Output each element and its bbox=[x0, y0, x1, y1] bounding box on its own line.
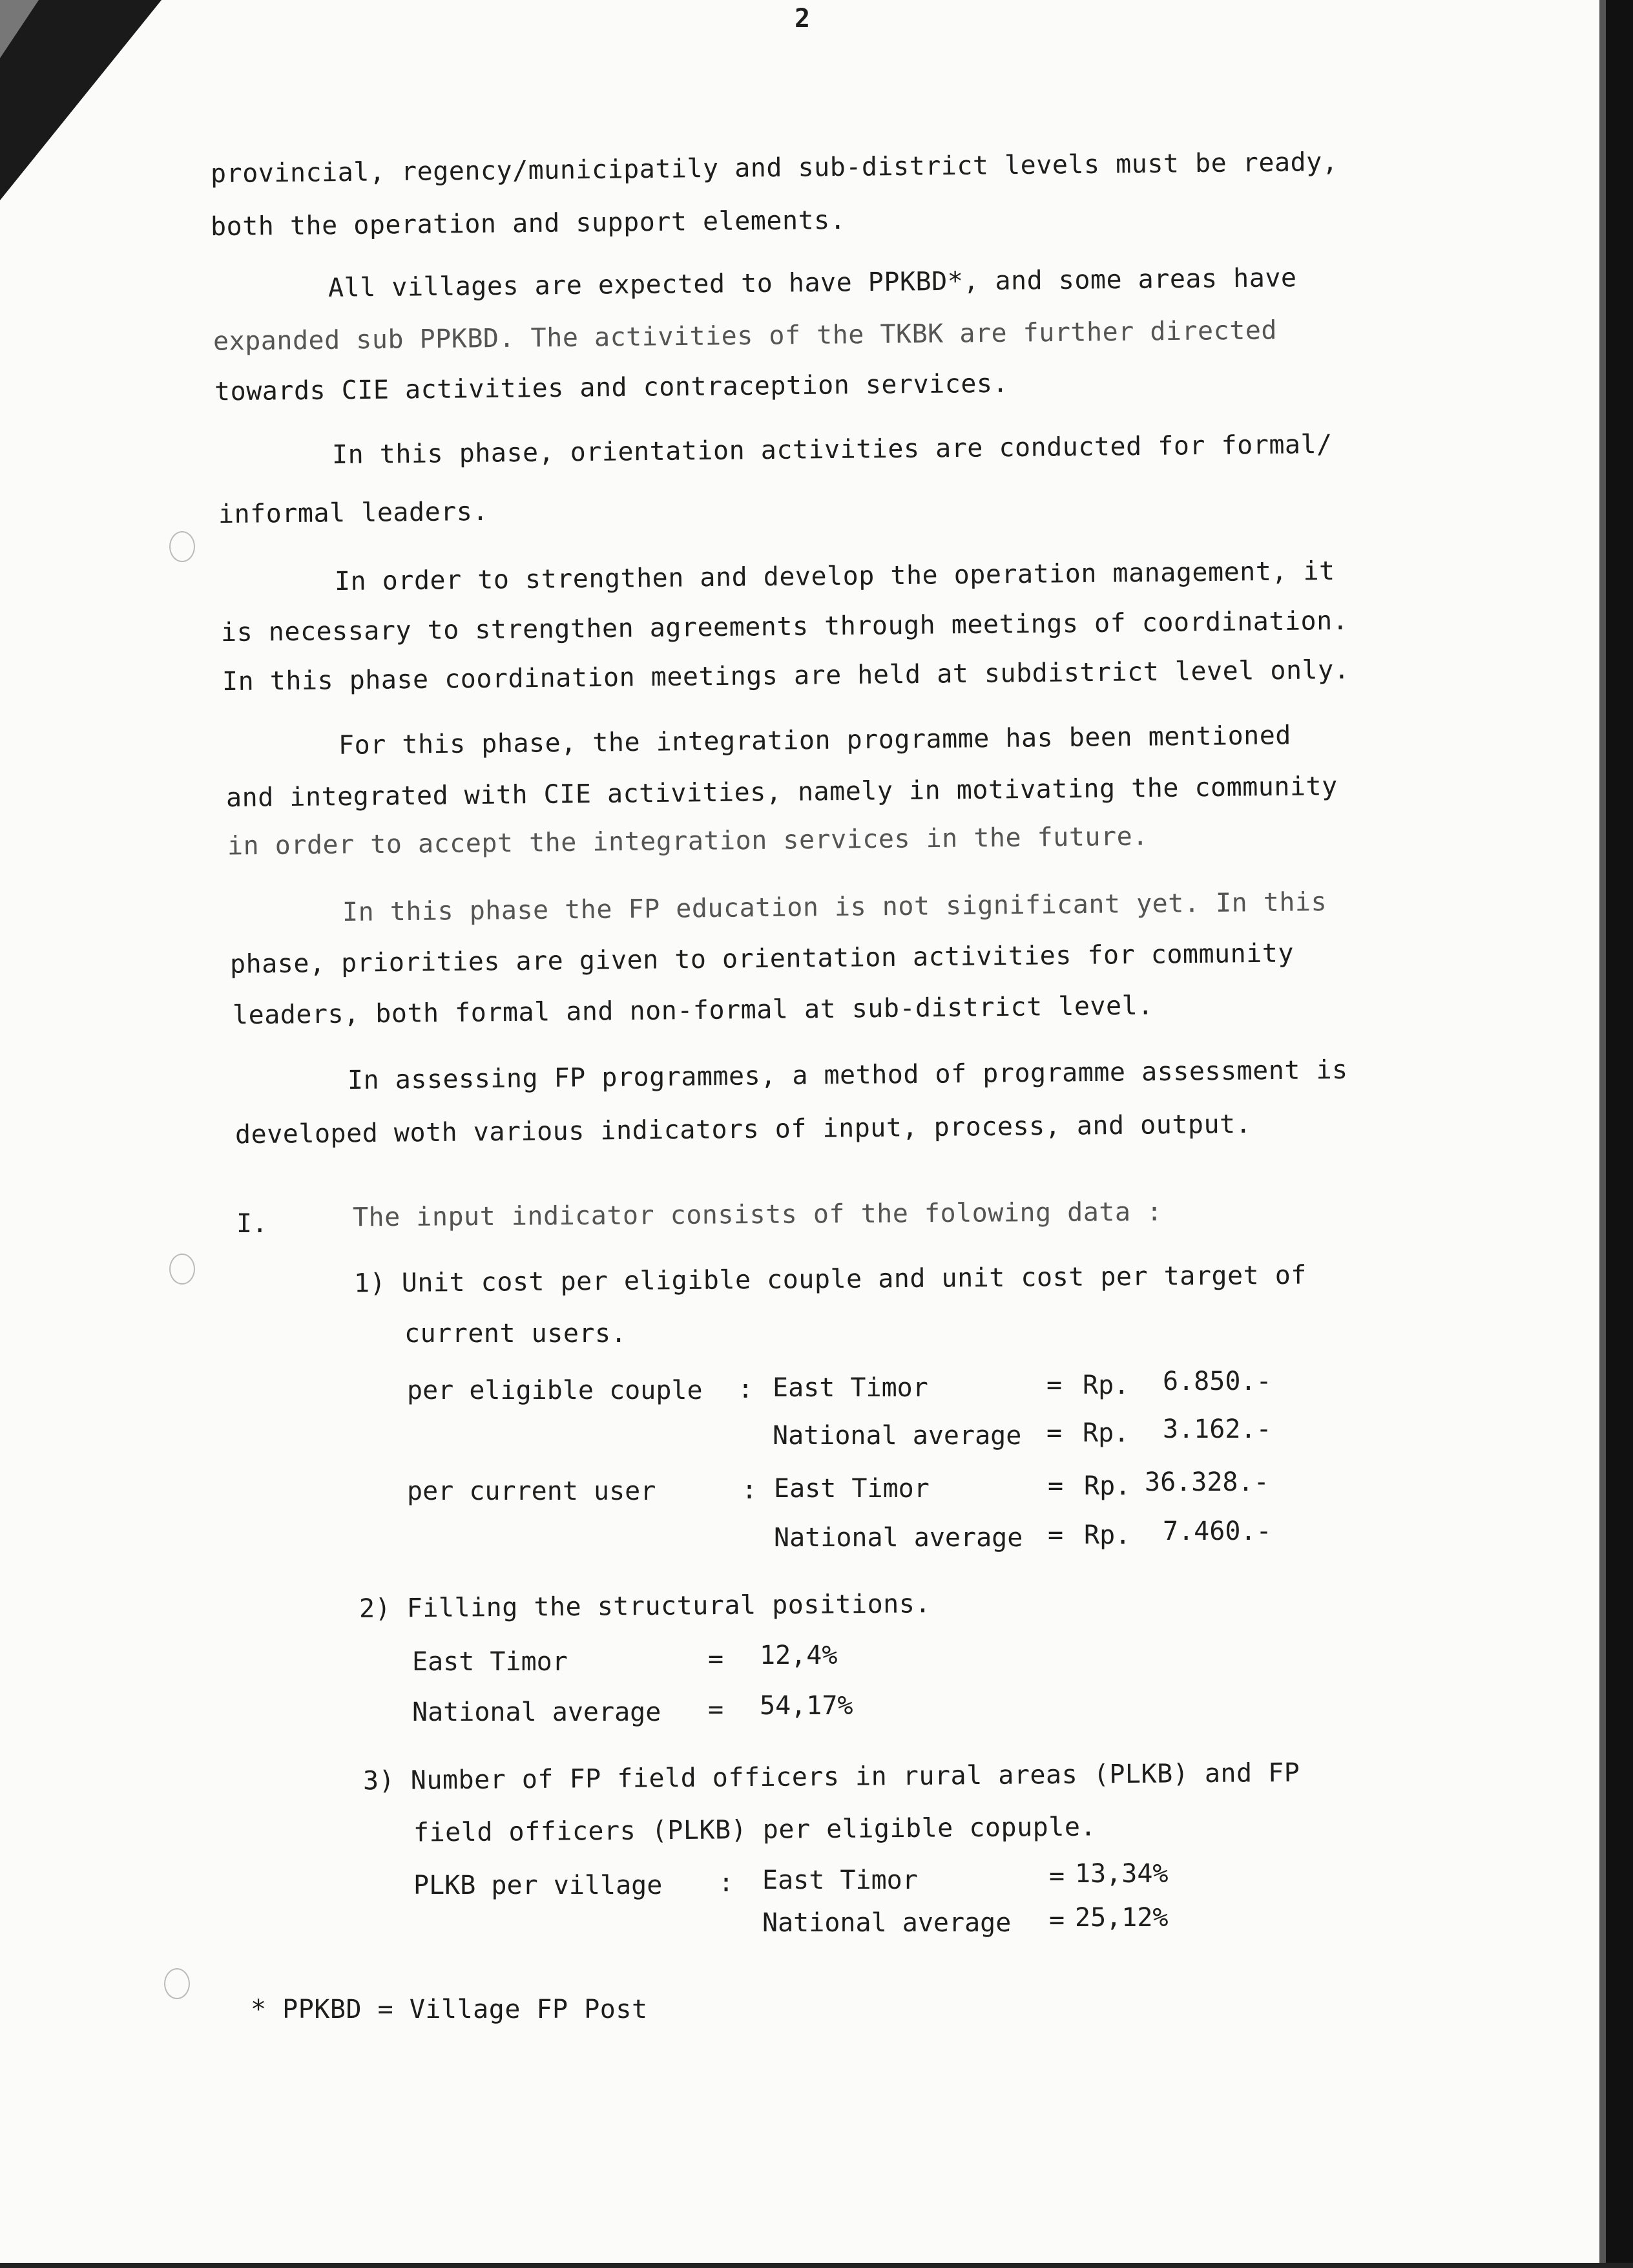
paragraph-line: leaders, both formal and non-formal at sub-district level. bbox=[232, 991, 1154, 1031]
row-value: 3.162.- bbox=[1163, 1414, 1272, 1444]
row-value: 54,17% bbox=[760, 1691, 853, 1721]
row-equals: = bbox=[708, 1695, 724, 1725]
paragraph-line: developed woth various indicators of input, process, and output. bbox=[234, 1109, 1252, 1150]
row-equals: = bbox=[1048, 1520, 1064, 1550]
row-separator: : bbox=[718, 1868, 734, 1898]
scan-edge-inner bbox=[1599, 0, 1606, 2268]
paragraph-line: and integrated with CIE activities, namely in motivating the community bbox=[225, 771, 1338, 814]
paragraph-line: In this phase the FP education is not significant yet. In this bbox=[342, 887, 1327, 927]
row-separator: : bbox=[742, 1475, 758, 1505]
row-value: 25,12% bbox=[1075, 1903, 1169, 1933]
row-region: National average bbox=[774, 1523, 1023, 1553]
paragraph-line: both the operation and support elements. bbox=[210, 205, 846, 242]
row-currency: Rp. bbox=[1084, 1520, 1131, 1550]
row-region: National average bbox=[773, 1421, 1022, 1451]
row-equals: = bbox=[1046, 1418, 1063, 1448]
paragraph-line: provincial, regency/municipatily and sub-district levels must be ready, bbox=[210, 147, 1338, 189]
row-region: East Timor bbox=[773, 1373, 928, 1403]
paragraph-line: informal leaders. bbox=[218, 496, 489, 530]
row-label: per current user bbox=[407, 1476, 656, 1506]
item-1-text: current users. bbox=[404, 1319, 627, 1349]
scan-edge-bottom bbox=[0, 2263, 1633, 2268]
item-3-text: 3) Number of FP field officers in rural areas (PLKB) and FP bbox=[362, 1758, 1300, 1796]
punch-hole bbox=[169, 1254, 195, 1285]
row-value: 13,34% bbox=[1075, 1859, 1169, 1889]
row-label: per eligible couple bbox=[407, 1376, 703, 1405]
paragraph-line: All villages are expected to have PPKBD*, and some areas have bbox=[328, 263, 1297, 303]
row-value: 12,4% bbox=[760, 1641, 838, 1670]
row-region: East Timor bbox=[412, 1647, 568, 1677]
punch-hole bbox=[169, 531, 195, 562]
paragraph-line: In order to strengthen and develop the operation management, it bbox=[334, 556, 1335, 597]
paragraph-line: in order to accept the integration services in the future. bbox=[227, 821, 1149, 861]
paragraph-line: is necessary to strengthen agreements through meetings of coordination. bbox=[220, 605, 1349, 648]
row-equals: = bbox=[708, 1644, 724, 1674]
item-1-text: 1) Unit cost per eligible couple and unit cost per target of bbox=[353, 1260, 1307, 1299]
item-3-text: field officers (PLKB) per eligible copuple. bbox=[413, 1812, 1097, 1848]
row-label: PLKB per village bbox=[413, 1871, 663, 1900]
row-currency: Rp. bbox=[1084, 1471, 1131, 1501]
paragraph-line: In this phase coordination meetings are held at subdistrict level only. bbox=[222, 655, 1350, 697]
row-currency: Rp. bbox=[1083, 1370, 1130, 1400]
paragraph-line: expanded sub PPKBD. The activities of the TKBK are further directed bbox=[213, 315, 1278, 357]
page-number: 2 bbox=[795, 4, 811, 34]
paragraph-line: towards CIE activities and contraception services. bbox=[214, 368, 1009, 407]
row-currency: Rp. bbox=[1083, 1418, 1130, 1448]
section-marker: I. bbox=[236, 1209, 268, 1239]
scan-corner-shadow bbox=[0, 0, 168, 207]
punch-hole bbox=[164, 1968, 190, 1999]
row-value: 36.328.- bbox=[1145, 1467, 1269, 1497]
section-heading: The input indicator consists of the folowing data : bbox=[352, 1197, 1163, 1233]
row-region: East Timor bbox=[774, 1474, 930, 1504]
item-2-text: 2) Filling the structural positions. bbox=[359, 1589, 931, 1624]
row-region: National average bbox=[762, 1908, 1012, 1938]
row-equals: = bbox=[1046, 1370, 1063, 1400]
paragraph-line: phase, priorities are given to orientation activities for community bbox=[229, 938, 1295, 980]
row-value: 6.850.- bbox=[1163, 1367, 1272, 1396]
paragraph-line: For this phase, the integration programme has been mentioned bbox=[338, 720, 1292, 761]
paragraph-line: In assessing FP programmes, a method of programme assessment is bbox=[347, 1055, 1348, 1096]
row-region: East Timor bbox=[762, 1865, 918, 1895]
paragraph-line: In this phase, orientation activities are conducted for formal/ bbox=[331, 429, 1333, 470]
footnote: * PPKBD = Village FP Post bbox=[251, 1995, 648, 2024]
row-region: National average bbox=[412, 1697, 661, 1727]
scan-edge-right bbox=[1606, 0, 1633, 2268]
row-equals: = bbox=[1049, 1862, 1065, 1891]
row-equals: = bbox=[1048, 1471, 1064, 1501]
row-equals: = bbox=[1049, 1906, 1065, 1935]
row-separator: : bbox=[738, 1374, 754, 1404]
row-value: 7.460.- bbox=[1163, 1517, 1272, 1546]
